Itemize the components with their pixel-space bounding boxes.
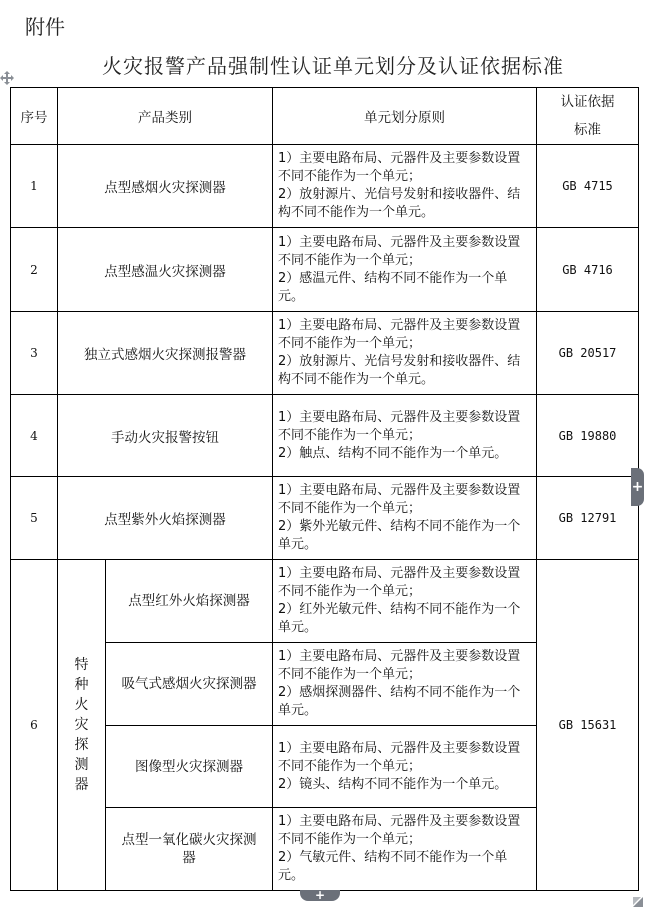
sub-category: 吸气式感烟火灾探测器 <box>106 643 273 726</box>
standard-code: GB 4715 <box>537 145 639 228</box>
header-category: 产品类别 <box>58 88 273 145</box>
rule-line: 2）触点、结构不同不能作为一个单元。 <box>278 445 508 461</box>
table-row <box>11 145 639 228</box>
product-category: 手动火灾报警按钮 <box>58 395 273 477</box>
table-row-group <box>11 560 639 643</box>
rule-line: 1）主要电路布局、元器件及主要参数设置不同不能作为一个单元； <box>278 566 521 599</box>
attachment-label: 附件 <box>25 15 65 39</box>
standard-code: GB 12791 <box>537 477 639 560</box>
table-row <box>11 312 639 395</box>
row-number: 3 <box>11 312 58 395</box>
standard-code: GB 19880 <box>537 395 639 477</box>
product-category: 独立式感烟火灾探测报警器 <box>58 312 273 395</box>
table-resize-handle-icon[interactable] <box>633 892 643 902</box>
table-row <box>11 395 639 477</box>
division-rule <box>273 312 537 395</box>
header-rule: 单元划分原则 <box>273 88 537 145</box>
rule-line: 1）主要电路布局、元器件及主要参数设置不同不能作为一个单元； <box>278 409 521 443</box>
rule-line: 2）气敏元件、结构不同不能作为一个单元。 <box>278 850 508 883</box>
row-number: 4 <box>11 395 58 477</box>
add-row-button[interactable] <box>300 890 340 901</box>
rule-line: 2）紫外光敏元件、结构不同不能作为一个单元。 <box>278 519 521 552</box>
plus-icon: + <box>314 888 326 902</box>
table-row <box>11 477 639 560</box>
rule-line: 1）主要电路布局、元器件及主要参数设置不同不能作为一个单元； <box>278 740 521 774</box>
rule-line: 2）感温元件、结构不同不能作为一个单元。 <box>278 270 508 304</box>
rule-line: 2）感烟探测器件、结构不同不能作为一个单元。 <box>278 685 521 718</box>
standard-code: GB 15631 <box>537 560 639 891</box>
division-rule <box>273 395 537 477</box>
product-category: 点型紫外火焰探测器 <box>58 477 273 560</box>
standard-code: GB 4716 <box>537 228 639 312</box>
row-number: 5 <box>11 477 58 560</box>
rule-line: 2）红外光敏元件、结构不同不能作为一个单元。 <box>278 602 521 635</box>
document-title: 火灾报警产品强制性认证单元划分及认证依据标准 <box>102 54 564 78</box>
rule-line: 2）镜头、结构不同不能作为一个单元。 <box>278 776 508 792</box>
sub-category: 点型红外火焰探测器 <box>106 560 273 643</box>
rule-line: 1）主要电路布局、元器件及主要参数设置不同不能作为一个单元； <box>278 151 521 184</box>
row-number: 1 <box>11 145 58 228</box>
table-row <box>11 228 639 312</box>
division-rule <box>273 477 537 560</box>
row-number: 2 <box>11 228 58 312</box>
division-rule <box>273 643 537 726</box>
product-category: 点型感温火灾探测器 <box>58 228 273 312</box>
rule-line: 1）主要电路布局、元器件及主要参数设置不同不能作为一个单元； <box>278 814 521 847</box>
table-move-handle-icon[interactable] <box>0 70 14 84</box>
sub-category: 点型一氧化碳火灾探测器 <box>106 808 273 891</box>
rule-line: 1）主要电路布局、元器件及主要参数设置不同不能作为一个单元； <box>278 483 521 516</box>
rule-line: 2）放射源片、光信号发射和接收器件、结构不同不能作为一个单元。 <box>278 187 521 220</box>
group-label: 特种火灾探测器 <box>74 657 89 793</box>
plus-icon: + <box>631 479 644 495</box>
header-number: 序号 <box>11 88 58 145</box>
rule-line: 1）主要电路布局、元器件及主要参数设置不同不能作为一个单元； <box>278 649 521 682</box>
division-rule <box>273 560 537 643</box>
division-rule <box>273 726 537 808</box>
row-number: 6 <box>11 560 58 891</box>
division-rule <box>273 808 537 891</box>
sub-category: 图像型火灾探测器 <box>106 726 273 808</box>
division-rule <box>273 228 537 312</box>
group-label-cell <box>58 560 106 891</box>
add-column-button[interactable] <box>631 468 644 506</box>
rule-line: 2）放射源片、光信号发射和接收器件、结构不同不能作为一个单元。 <box>278 354 521 387</box>
header-standard: 认证依据 标准 <box>537 88 639 145</box>
rule-line: 1）主要电路布局、元器件及主要参数设置不同不能作为一个单元； <box>278 318 521 351</box>
division-rule <box>273 145 537 228</box>
product-category: 点型感烟火灾探测器 <box>58 145 273 228</box>
rule-line: 1）主要电路布局、元器件及主要参数设置不同不能作为一个单元； <box>278 234 521 268</box>
standard-code: GB 20517 <box>537 312 639 395</box>
certification-table <box>10 87 639 891</box>
table-header-row <box>11 88 639 145</box>
